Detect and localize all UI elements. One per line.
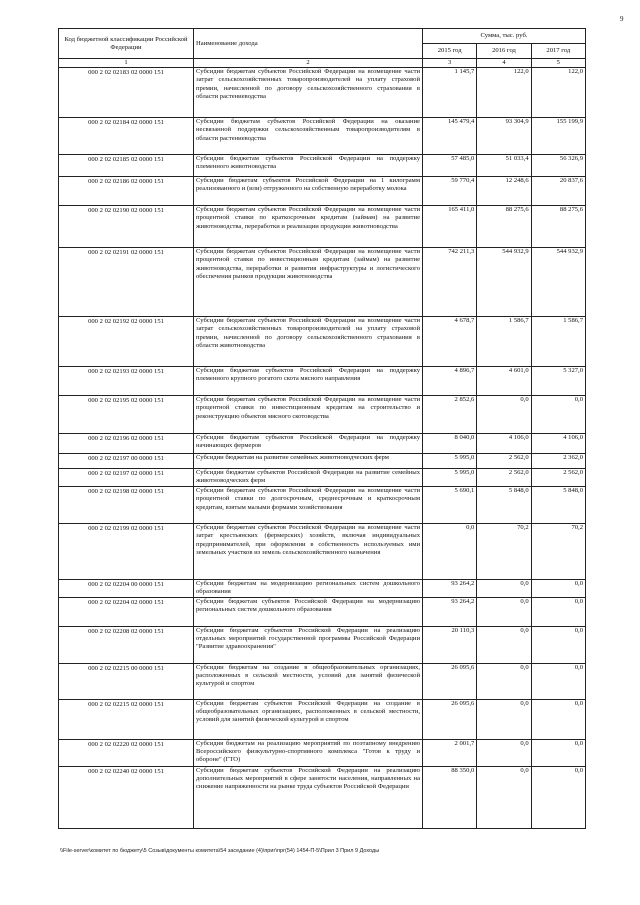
row-value-2015: 4 896,7	[423, 367, 477, 396]
row-value-2015: 5 995,0	[423, 454, 477, 469]
index-cell: 5	[531, 59, 585, 68]
table-row	[59, 766, 586, 828]
header-sum: Сумма, тыс. руб.	[423, 29, 586, 44]
row-value-2016: 0,0	[477, 699, 531, 739]
row-value-2015: 88 350,0	[423, 766, 477, 828]
table-row	[59, 367, 586, 396]
row-value-2015: 4 678,7	[423, 317, 477, 367]
table-row	[59, 317, 586, 367]
row-value-2017: 0,0	[531, 626, 585, 663]
row-value-2015: 2 852,6	[423, 396, 477, 434]
table-row	[59, 626, 586, 663]
row-value-2016: 0,0	[477, 766, 531, 828]
row-value-2017: 0,0	[531, 766, 585, 828]
row-name: Субсидии бюджетам субъектов Российской Федерации на возмещение части процентной ставки по инвестиционным кредитам на строительство и реконструкцию объектов мясного скотоводства	[194, 396, 423, 434]
row-value-2017: 0,0	[531, 597, 585, 626]
row-name: Субсидии бюджетам субъектов Российской Федерации на оказание несвязанной поддержки сельскохозяйственным товаропроизводителям в области растениеводства	[194, 118, 423, 155]
row-value-2017: 0,0	[531, 739, 585, 766]
row-value-2017: 0,0	[531, 699, 585, 739]
row-code: 000 2 02 02195 02 0000 151	[59, 396, 194, 434]
row-value-2017: 88 275,6	[531, 206, 585, 248]
row-value-2015: 0,0	[423, 523, 477, 579]
row-value-2016: 544 932,9	[477, 248, 531, 317]
row-value-2015: 26 095,6	[423, 663, 477, 699]
table-row	[59, 663, 586, 699]
row-value-2016: 0,0	[477, 739, 531, 766]
row-value-2016: 0,0	[477, 663, 531, 699]
row-value-2016: 5 848,0	[477, 486, 531, 523]
table-row	[59, 248, 586, 317]
row-value-2016: 1 586,7	[477, 317, 531, 367]
row-value-2016: 88 275,6	[477, 206, 531, 248]
row-value-2015: 93 264,2	[423, 597, 477, 626]
index-cell: 3	[423, 59, 477, 68]
row-name: Субсидия бюджетам на реализацию мероприятий по поэтапному внедрению Всероссийского физкультурно-спортивного комплекса "Готов к труду и обороне" (ГТО)	[194, 739, 423, 766]
table-row	[59, 68, 586, 118]
row-code: 000 2 02 02184 02 0000 151	[59, 118, 194, 155]
row-code: 000 2 02 02198 02 0000 151	[59, 486, 194, 523]
row-name: Субсидии бюджетам субъектов Российской Федерации на развитие семейных животноводческих ферм	[194, 469, 423, 487]
row-value-2017: 5 848,0	[531, 486, 585, 523]
row-value-2016: 4 106,0	[477, 434, 531, 454]
table-row	[59, 396, 586, 434]
row-value-2017: 544 932,9	[531, 248, 585, 317]
row-value-2015: 5 690,1	[423, 486, 477, 523]
row-value-2015: 165 411,0	[423, 206, 477, 248]
table-row	[59, 523, 586, 579]
page-number: 9	[620, 15, 624, 23]
row-value-2017: 0,0	[531, 579, 585, 597]
file-path-footer: \\File-server\комитет по бюджету\5 Созыв\документы комитета\54 заседание (4)\приг\прг(54) 1454-П-5\Прил 3 Прил 9 Доходы	[60, 848, 380, 854]
row-value-2016: 51 033,4	[477, 155, 531, 177]
row-code: 000 2 02 02240 02 0000 151	[59, 766, 194, 828]
row-value-2017: 5 327,0	[531, 367, 585, 396]
table-row	[59, 206, 586, 248]
row-value-2016: 2 562,0	[477, 469, 531, 487]
row-name: Субсидии бюджетам на развитие семейных животноводческих ферм	[194, 454, 423, 469]
row-value-2015: 20 110,3	[423, 626, 477, 663]
table-row	[59, 579, 586, 597]
header-code: Код бюджетной классификации Российской Федерации	[59, 29, 194, 59]
row-value-2016: 4 601,0	[477, 367, 531, 396]
row-value-2015: 742 211,3	[423, 248, 477, 317]
row-name: Субсидии бюджетам субъектов Российской Федерации на возмещение части процентной ставки по краткосрочным кредитам (займам) на развитие животноводства, переработки и реализации продукции животноводства	[194, 206, 423, 248]
table-row	[59, 469, 586, 487]
row-name: Субсидии бюджетам субъектов Российской Федерации на возмещение части процентной ставки по инвестиционным кредитам (займам) на развитие животноводства, переработки и развития инфраструктуры и логистического обеспечения рынков продукции животноводства	[194, 248, 423, 317]
row-value-2017: 70,2	[531, 523, 585, 579]
row-value-2015: 145 479,4	[423, 118, 477, 155]
row-value-2015: 5 995,0	[423, 469, 477, 487]
row-value-2017: 2 562,0	[531, 469, 585, 487]
table-row	[59, 486, 586, 523]
row-value-2017: 4 106,0	[531, 434, 585, 454]
header-year: 2016 год	[477, 44, 531, 59]
row-value-2017: 20 837,6	[531, 177, 585, 206]
table-row	[59, 699, 586, 739]
row-value-2015: 1 145,7	[423, 68, 477, 118]
row-code: 000 2 02 02215 00 0000 151	[59, 663, 194, 699]
row-value-2015: 57 485,0	[423, 155, 477, 177]
row-value-2016: 12 248,6	[477, 177, 531, 206]
table-row	[59, 454, 586, 469]
row-name: Субсидии бюджетам субъектов Российской Федерации на реализацию дополнительных мероприятий в сфере занятости населения, направленных на снижение напряженности на рынке труда субъектов Российской Федерации	[194, 766, 423, 828]
table-row	[59, 155, 586, 177]
row-code: 000 2 02 02185 02 0000 151	[59, 155, 194, 177]
row-code: 000 2 02 02186 02 0000 151	[59, 177, 194, 206]
row-value-2015: 26 095,6	[423, 699, 477, 739]
row-code: 000 2 02 02204 02 0000 151	[59, 597, 194, 626]
revenue-table	[58, 28, 586, 829]
row-value-2016: 70,2	[477, 523, 531, 579]
row-value-2017: 1 586,7	[531, 317, 585, 367]
header-year: 2017 год	[531, 44, 585, 59]
row-value-2015: 2 001,7	[423, 739, 477, 766]
header-name: Наименование дохода	[194, 29, 423, 59]
row-name: Субсидии бюджетам на создание в общеобразовательных организациях, расположенных в сельской местности, условий для занятий физической культурой и спортом	[194, 663, 423, 699]
row-value-2017: 0,0	[531, 396, 585, 434]
row-name: Субсидии бюджетам субъектов Российской Федерации на поддержку начинающих фермеров	[194, 434, 423, 454]
row-value-2017: 155 199,9	[531, 118, 585, 155]
row-code: 000 2 02 02215 02 0000 151	[59, 699, 194, 739]
row-value-2016: 0,0	[477, 579, 531, 597]
row-name: Субсидии бюджетам субъектов Российской Федерации на 1 килограмм реализованного и (или) отгруженного на собственную переработку молока	[194, 177, 423, 206]
row-value-2017: 2 362,0	[531, 454, 585, 469]
table-row	[59, 118, 586, 155]
row-name: Субсидии бюджетам субъектов Российской Федерации на создание в общеобразовательных организациях, расположенных в сельской местности, условий для занятий физической культурой и спортом	[194, 699, 423, 739]
row-code: 000 2 02 02183 02 0000 151	[59, 68, 194, 118]
row-name: Субсидии бюджетам на модернизацию региональных систем дошкольного образования	[194, 579, 423, 597]
row-name: Субсидии бюджетам субъектов Российской Федерации на модернизацию региональных систем дошкольного образования	[194, 597, 423, 626]
row-name: Субсидии бюджетам субъектов Российской Федерации на возмещение части затрат крестьянских (фермерских) хозяйств, включая индивидуальных предпринимателей, при оформлении в собственность используемых ими земельных участков из земель сельскохозяйственного назначения	[194, 523, 423, 579]
table-row	[59, 177, 586, 206]
row-name: Субсидии бюджетам субъектов Российской Федерации на реализацию отдельных мероприятий государственной программы Российской Федерации "Развитие здравоохранения"	[194, 626, 423, 663]
row-value-2016: 0,0	[477, 396, 531, 434]
header-year: 2015 год	[423, 44, 477, 59]
row-value-2016: 0,0	[477, 626, 531, 663]
row-code: 000 2 02 02197 02 0000 151	[59, 469, 194, 487]
row-name: Субсидии бюджетам субъектов Российской Федерации на поддержку племенного крупного рогатого скота мясного направления	[194, 367, 423, 396]
row-name: Субсидии бюджетам субъектов Российской Федерации на возмещение части процентной ставки по долгосрочным, среднесрочным и краткосрочным кредитам, взятым малыми формами хозяйствования	[194, 486, 423, 523]
table-row	[59, 434, 586, 454]
table-row	[59, 597, 586, 626]
index-cell: 2	[194, 59, 423, 68]
row-value-2016: 0,0	[477, 597, 531, 626]
row-code: 000 2 02 02204 00 0000 151	[59, 579, 194, 597]
row-value-2016: 93 304,9	[477, 118, 531, 155]
row-value-2016: 122,0	[477, 68, 531, 118]
row-name: Субсидии бюджетам субъектов Российской Федерации на возмещение части затрат сельскохозяйственных товаропроизводителей на уплату страховой премии, начисленной по договору сельскохозяйственного страхования в области животноводства	[194, 317, 423, 367]
row-code: 000 2 02 02220 02 0000 151	[59, 739, 194, 766]
row-value-2015: 93 264,2	[423, 579, 477, 597]
index-cell: 1	[59, 59, 194, 68]
row-code: 000 2 02 02199 02 0000 151	[59, 523, 194, 579]
row-code: 000 2 02 02192 02 0000 151	[59, 317, 194, 367]
row-code: 000 2 02 02196 02 0000 151	[59, 434, 194, 454]
row-value-2016: 2 562,0	[477, 454, 531, 469]
row-value-2015: 8 040,0	[423, 434, 477, 454]
row-value-2017: 0,0	[531, 663, 585, 699]
row-name: Субсидии бюджетам субъектов Российской Федерации на возмещение части затрат сельскохозяйственных товаропроизводителей на уплату страховой премии, начисленной по договору сельскохозяйственного страхования в области растениеводства	[194, 68, 423, 118]
row-value-2015: 59 770,4	[423, 177, 477, 206]
row-code: 000 2 02 02190 02 0000 151	[59, 206, 194, 248]
row-code: 000 2 02 02193 02 0000 151	[59, 367, 194, 396]
row-value-2017: 122,0	[531, 68, 585, 118]
index-cell: 4	[477, 59, 531, 68]
row-code: 000 2 02 02191 02 0000 151	[59, 248, 194, 317]
row-code: 000 2 02 02208 02 0000 151	[59, 626, 194, 663]
row-code: 000 2 02 02197 00 0000 151	[59, 454, 194, 469]
table-row	[59, 739, 586, 766]
row-value-2017: 56 326,9	[531, 155, 585, 177]
row-name: Субсидии бюджетам субъектов Российской Федерации на поддержку племенного животноводства	[194, 155, 423, 177]
